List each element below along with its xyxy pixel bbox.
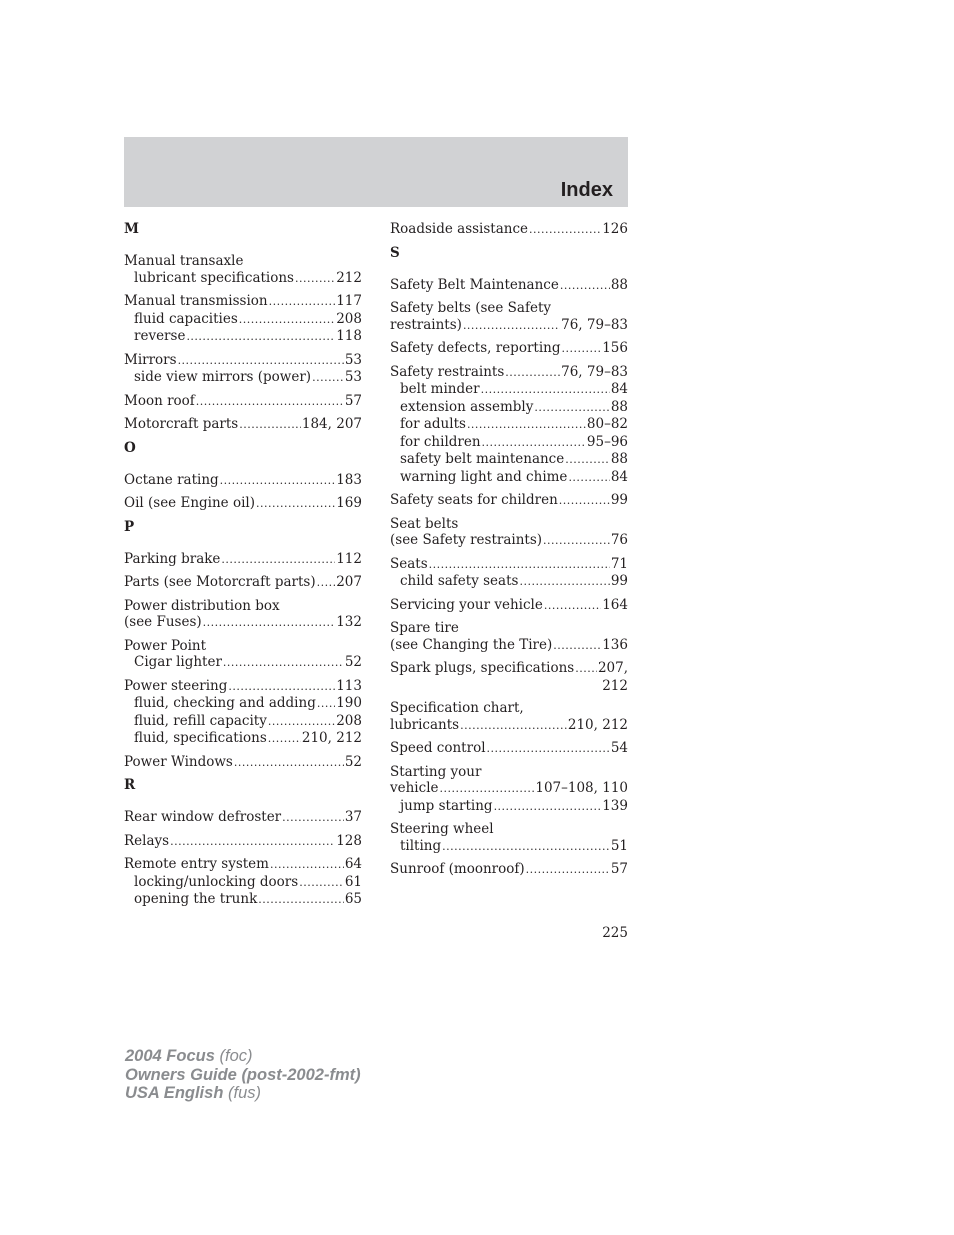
dot-leader bbox=[196, 394, 344, 411]
index-page-ref: 61 bbox=[344, 873, 362, 890]
index-page-ref: 99 bbox=[610, 573, 628, 589]
index-entry-line bbox=[390, 764, 628, 781]
index-subentry bbox=[390, 838, 628, 856]
index-section-letter: O bbox=[124, 439, 136, 456]
index-page-ref: 76 bbox=[610, 532, 628, 548]
dot-leader bbox=[312, 370, 344, 387]
footer-guide: Owners Guide (post-2002-fmt) bbox=[125, 1065, 361, 1084]
index-term: safety belt maintenance bbox=[400, 451, 565, 467]
index-term: child safety seats bbox=[400, 573, 519, 589]
index-entry-line bbox=[390, 861, 628, 879]
dot-leader bbox=[282, 810, 344, 827]
index-page-ref: 71 bbox=[610, 555, 628, 572]
index-entry-line bbox=[390, 597, 628, 615]
index-section-letter: R bbox=[124, 777, 136, 793]
index-page-ref: 37 bbox=[344, 809, 362, 825]
index-entry-line bbox=[124, 614, 362, 632]
index-page-ref: 80–82 bbox=[586, 416, 628, 432]
dot-leader bbox=[221, 552, 335, 569]
index-term: lubricants bbox=[390, 716, 460, 733]
index-page-ref: 95–96 bbox=[586, 433, 628, 450]
index-entry-line bbox=[390, 780, 628, 798]
dot-leader bbox=[575, 661, 597, 678]
index-page-ref: 52 bbox=[344, 753, 362, 770]
dot-leader bbox=[529, 222, 601, 239]
index-term: Seat belts bbox=[390, 515, 459, 532]
index-page-ref: 139 bbox=[602, 797, 628, 814]
index-entry bbox=[390, 740, 628, 758]
index-term: Power distribution box bbox=[124, 597, 280, 614]
index-entry-line bbox=[390, 492, 628, 510]
index-entry-line bbox=[390, 717, 628, 735]
dot-leader bbox=[534, 400, 609, 417]
index-page-ref: 76, 79–83 bbox=[561, 316, 628, 333]
index-page-ref: 169 bbox=[336, 495, 362, 511]
index-page-ref: 183 bbox=[336, 471, 362, 488]
dot-leader bbox=[258, 892, 344, 909]
index-entry bbox=[390, 221, 628, 239]
index-term: for children bbox=[400, 433, 481, 450]
index-entry bbox=[390, 660, 628, 694]
dot-leader bbox=[481, 382, 610, 399]
index-entry bbox=[124, 638, 362, 672]
index-term: fluid, refill capacity bbox=[134, 712, 267, 729]
dot-leader bbox=[203, 615, 336, 632]
index-entry-line bbox=[124, 472, 362, 490]
index-term: jump starting bbox=[400, 797, 493, 814]
index-entry-line bbox=[390, 300, 628, 317]
index-page-ref: 53 bbox=[344, 351, 362, 368]
dot-leader bbox=[268, 714, 335, 731]
dot-leader bbox=[460, 718, 567, 735]
index-page-ref: 132 bbox=[336, 614, 362, 630]
index-term: locking/unlocking doors bbox=[134, 873, 299, 890]
index-entry-line bbox=[124, 393, 362, 411]
index-page-continuation bbox=[390, 678, 628, 695]
index-term: reverse bbox=[134, 328, 186, 344]
page-title: Index bbox=[560, 179, 613, 201]
index-term: Power Point bbox=[124, 637, 207, 654]
index-page-ref: 128 bbox=[336, 832, 362, 849]
index-term: Safety belts (see Safety bbox=[390, 300, 552, 316]
index-page-ref: 207, bbox=[597, 660, 628, 676]
index-term: lubricant specifications bbox=[134, 269, 294, 286]
index-page-ref: 210, 212 bbox=[567, 716, 628, 733]
index-page-ref: 112 bbox=[336, 550, 362, 567]
index-term: opening the trunk bbox=[134, 891, 258, 907]
dot-leader bbox=[568, 470, 609, 487]
index-page-ref: 208 bbox=[336, 712, 362, 729]
index-page-ref: 164 bbox=[602, 596, 628, 613]
dot-leader bbox=[559, 493, 610, 510]
index-entry-line bbox=[124, 833, 362, 851]
index-entry-line bbox=[390, 700, 628, 717]
index-term: Manual transaxle bbox=[124, 253, 244, 269]
index-entry bbox=[390, 516, 628, 550]
index-term: extension assembly bbox=[400, 398, 534, 415]
index-entry-line bbox=[124, 551, 362, 569]
index-page-ref: 65 bbox=[344, 891, 362, 907]
dot-leader bbox=[186, 329, 335, 346]
index-section-letter: M bbox=[124, 221, 139, 237]
index-term: vehicle bbox=[390, 780, 439, 796]
index-page-ref: 212 bbox=[602, 677, 628, 694]
index-section-letter: S bbox=[390, 244, 400, 261]
index-page-ref: 208 bbox=[336, 310, 362, 327]
index-page-ref: 88 bbox=[610, 276, 628, 293]
index-term: Safety defects, reporting bbox=[390, 340, 561, 356]
dot-leader bbox=[482, 435, 586, 452]
index-page-ref: 84 bbox=[610, 468, 628, 485]
index-entry bbox=[390, 861, 628, 879]
index-term: Steering wheel bbox=[390, 821, 494, 837]
index-entry-line bbox=[390, 556, 628, 574]
dot-leader bbox=[553, 638, 601, 655]
dot-leader bbox=[429, 557, 610, 574]
dot-leader bbox=[526, 862, 610, 879]
dot-leader bbox=[268, 731, 301, 748]
index-subentry bbox=[124, 874, 362, 892]
index-term: Speed control bbox=[390, 740, 486, 756]
index-entry-line bbox=[124, 416, 362, 434]
index-entry-line bbox=[124, 352, 362, 370]
dot-leader bbox=[463, 318, 560, 335]
index-subentry bbox=[390, 416, 628, 434]
dot-leader bbox=[239, 417, 301, 434]
index-page-ref: 53 bbox=[344, 369, 362, 385]
index-subentry bbox=[390, 469, 628, 487]
index-entry-line bbox=[390, 317, 628, 335]
dot-leader bbox=[487, 741, 610, 758]
index-term: Mirrors bbox=[124, 351, 177, 368]
index-page-ref: 52 bbox=[344, 654, 362, 670]
index-entry bbox=[390, 764, 628, 816]
index-entry-line bbox=[124, 495, 362, 513]
index-entry bbox=[124, 574, 362, 592]
index-column-left bbox=[124, 221, 362, 915]
dot-leader bbox=[442, 839, 610, 856]
index-subentry bbox=[124, 328, 362, 346]
index-entry-line bbox=[124, 253, 362, 270]
index-subentry bbox=[390, 798, 628, 816]
index-term: Power steering bbox=[124, 677, 228, 694]
index-term: Power Windows bbox=[124, 753, 233, 770]
index-page-ref: 113 bbox=[336, 677, 362, 694]
dot-leader bbox=[560, 278, 610, 295]
dot-leader bbox=[178, 353, 344, 370]
header-band bbox=[124, 137, 628, 207]
index-page-ref: 212 bbox=[336, 269, 362, 286]
index-entry bbox=[124, 253, 362, 287]
index-page-ref: 51 bbox=[610, 837, 628, 854]
dot-leader bbox=[299, 875, 344, 892]
index-entry-line bbox=[124, 598, 362, 615]
dot-leader bbox=[220, 473, 336, 490]
index-term: Safety restraints bbox=[390, 363, 505, 380]
index-entry bbox=[124, 416, 362, 434]
dot-leader bbox=[223, 655, 344, 672]
index-term: Remote entry system bbox=[124, 856, 269, 872]
index-subentry bbox=[124, 369, 362, 387]
index-entry-line bbox=[124, 856, 362, 874]
index-term: Sunroof (moonroof) bbox=[390, 861, 525, 877]
index-entry-line bbox=[390, 516, 628, 533]
index-term: Starting your bbox=[390, 763, 482, 780]
index-entry-line bbox=[124, 638, 362, 655]
index-term: Octane rating bbox=[124, 471, 219, 488]
dot-leader bbox=[239, 312, 335, 329]
index-page-ref: 117 bbox=[336, 293, 362, 309]
index-section-letter: P bbox=[124, 518, 135, 535]
index-entry bbox=[390, 277, 628, 295]
index-page-ref: 210, 212 bbox=[301, 730, 362, 746]
index-page-ref: 126 bbox=[602, 221, 628, 237]
document-footer bbox=[125, 1047, 361, 1103]
index-entry-line bbox=[390, 277, 628, 295]
index-subentry bbox=[124, 713, 362, 731]
index-page-ref: 107–108, 110 bbox=[535, 780, 628, 796]
index-page-ref: 99 bbox=[610, 492, 628, 508]
index-page-ref: 184, 207 bbox=[301, 416, 362, 432]
dot-leader bbox=[440, 781, 535, 798]
index-subentry bbox=[390, 573, 628, 591]
index-term: Cigar lighter bbox=[134, 654, 222, 670]
index-term: (see Changing the Tire) bbox=[390, 636, 553, 653]
index-subentry bbox=[124, 730, 362, 748]
index-subentry bbox=[124, 891, 362, 909]
index-term: (see Safety restraints) bbox=[390, 532, 543, 548]
index-entry bbox=[124, 754, 362, 772]
dot-leader bbox=[494, 799, 602, 816]
index-page-ref: 57 bbox=[610, 861, 628, 877]
index-entry bbox=[390, 700, 628, 734]
footer-model-code: (foc) bbox=[219, 1047, 253, 1065]
index-subentry bbox=[124, 695, 362, 713]
index-term: warning light and chime bbox=[400, 468, 568, 485]
dot-leader bbox=[256, 496, 335, 513]
index-term: side view mirrors (power) bbox=[134, 369, 312, 385]
index-term: Seats bbox=[390, 555, 428, 572]
index-entry-line bbox=[124, 574, 362, 592]
index-term: fluid capacities bbox=[134, 310, 238, 327]
index-entry-line bbox=[390, 364, 628, 382]
dot-leader bbox=[505, 365, 560, 382]
index-term: Spark plugs, specifications bbox=[390, 660, 575, 676]
index-subentry bbox=[390, 451, 628, 469]
index-term: Oil (see Engine oil) bbox=[124, 495, 255, 511]
index-column-right bbox=[390, 221, 628, 885]
index-entry bbox=[124, 678, 362, 748]
dot-leader bbox=[228, 679, 335, 696]
index-entry bbox=[124, 856, 362, 909]
index-term: tilting bbox=[400, 837, 442, 854]
index-page-ref: 88 bbox=[610, 398, 628, 415]
index-entry-line bbox=[390, 637, 628, 655]
index-subentry bbox=[390, 399, 628, 417]
index-term: Safety seats for children bbox=[390, 492, 558, 508]
index-page-ref: 207 bbox=[336, 574, 362, 590]
index-term: (see Fuses) bbox=[124, 614, 202, 630]
index-page-ref: 156 bbox=[602, 340, 628, 356]
index-entry-line bbox=[390, 821, 628, 838]
dot-leader bbox=[565, 452, 610, 469]
index-term: Roadside assistance bbox=[390, 221, 529, 237]
index-entry bbox=[390, 620, 628, 654]
index-entry bbox=[390, 556, 628, 591]
dot-leader bbox=[234, 755, 344, 772]
index-term: Manual transmission bbox=[124, 293, 268, 309]
index-term: belt minder bbox=[400, 381, 480, 397]
index-entry-line bbox=[124, 678, 362, 696]
index-page-ref: 88 bbox=[610, 451, 628, 467]
index-term: Motorcraft parts bbox=[124, 416, 239, 432]
index-subentry bbox=[390, 381, 628, 399]
dot-leader bbox=[519, 574, 609, 591]
index-entry bbox=[124, 551, 362, 569]
index-entry bbox=[390, 492, 628, 510]
index-entry bbox=[390, 597, 628, 615]
index-entry bbox=[124, 833, 362, 851]
index-term: Parking brake bbox=[124, 550, 221, 567]
dot-leader bbox=[543, 533, 610, 550]
index-term: fluid, checking and adding bbox=[134, 695, 316, 711]
index-page-ref: 118 bbox=[336, 328, 362, 344]
index-entry bbox=[124, 472, 362, 490]
index-term: Rear window defroster bbox=[124, 809, 282, 825]
dot-leader bbox=[269, 294, 336, 311]
page-number: 225 bbox=[602, 925, 628, 941]
index-entry-line bbox=[124, 754, 362, 772]
dot-leader bbox=[544, 598, 601, 615]
index-entry bbox=[390, 300, 628, 334]
index-entry bbox=[390, 364, 628, 487]
dot-leader bbox=[295, 271, 335, 288]
index-page-ref: 64 bbox=[344, 856, 362, 872]
index-entry-line bbox=[390, 340, 628, 358]
index-entry bbox=[124, 598, 362, 632]
footer-language-code: (fus) bbox=[228, 1084, 261, 1102]
dot-leader bbox=[561, 341, 601, 358]
index-page-ref: 76, 79–83 bbox=[561, 363, 628, 380]
index-entry-line bbox=[124, 293, 362, 311]
index-entry bbox=[124, 809, 362, 827]
index-term: fluid, specifications bbox=[134, 730, 267, 746]
index-entry-line bbox=[390, 620, 628, 637]
index-subentry bbox=[124, 270, 362, 288]
index-entry bbox=[124, 393, 362, 411]
dot-leader bbox=[270, 857, 344, 874]
index-term: Moon roof bbox=[124, 392, 195, 409]
dot-leader bbox=[467, 417, 586, 434]
index-page-ref: 84 bbox=[610, 381, 628, 397]
index-subentry bbox=[390, 434, 628, 452]
footer-model: 2004 Focus bbox=[125, 1047, 215, 1065]
index-term: Specification chart, bbox=[390, 700, 524, 716]
index-entry bbox=[124, 495, 362, 513]
index-entry bbox=[124, 352, 362, 387]
index-page-ref: 136 bbox=[602, 636, 628, 653]
index-term: Servicing your vehicle bbox=[390, 596, 543, 613]
dot-leader bbox=[317, 575, 336, 592]
index-entry-line bbox=[390, 221, 628, 239]
index-subentry bbox=[124, 311, 362, 329]
index-entry bbox=[390, 340, 628, 358]
dot-leader bbox=[170, 834, 335, 851]
index-page-ref: 190 bbox=[336, 695, 362, 711]
index-term: Safety Belt Maintenance bbox=[390, 276, 559, 293]
index-entry bbox=[390, 821, 628, 855]
index-term: restraints) bbox=[390, 316, 462, 333]
index-term: Parts (see Motorcraft parts) bbox=[124, 574, 316, 590]
index-entry bbox=[124, 293, 362, 346]
footer-language: USA English bbox=[125, 1084, 224, 1102]
index-term: for adults bbox=[400, 416, 466, 432]
index-entry-line bbox=[390, 740, 628, 758]
index-entry-line bbox=[390, 660, 628, 678]
index-subentry bbox=[124, 654, 362, 672]
index-entry-line bbox=[124, 809, 362, 827]
index-entry-line bbox=[390, 532, 628, 550]
index-page-ref: 54 bbox=[610, 740, 628, 756]
index-term: Spare tire bbox=[390, 620, 459, 636]
dot-leader bbox=[317, 696, 335, 713]
index-page-ref: 57 bbox=[344, 392, 362, 409]
index-term: Relays bbox=[124, 832, 170, 849]
